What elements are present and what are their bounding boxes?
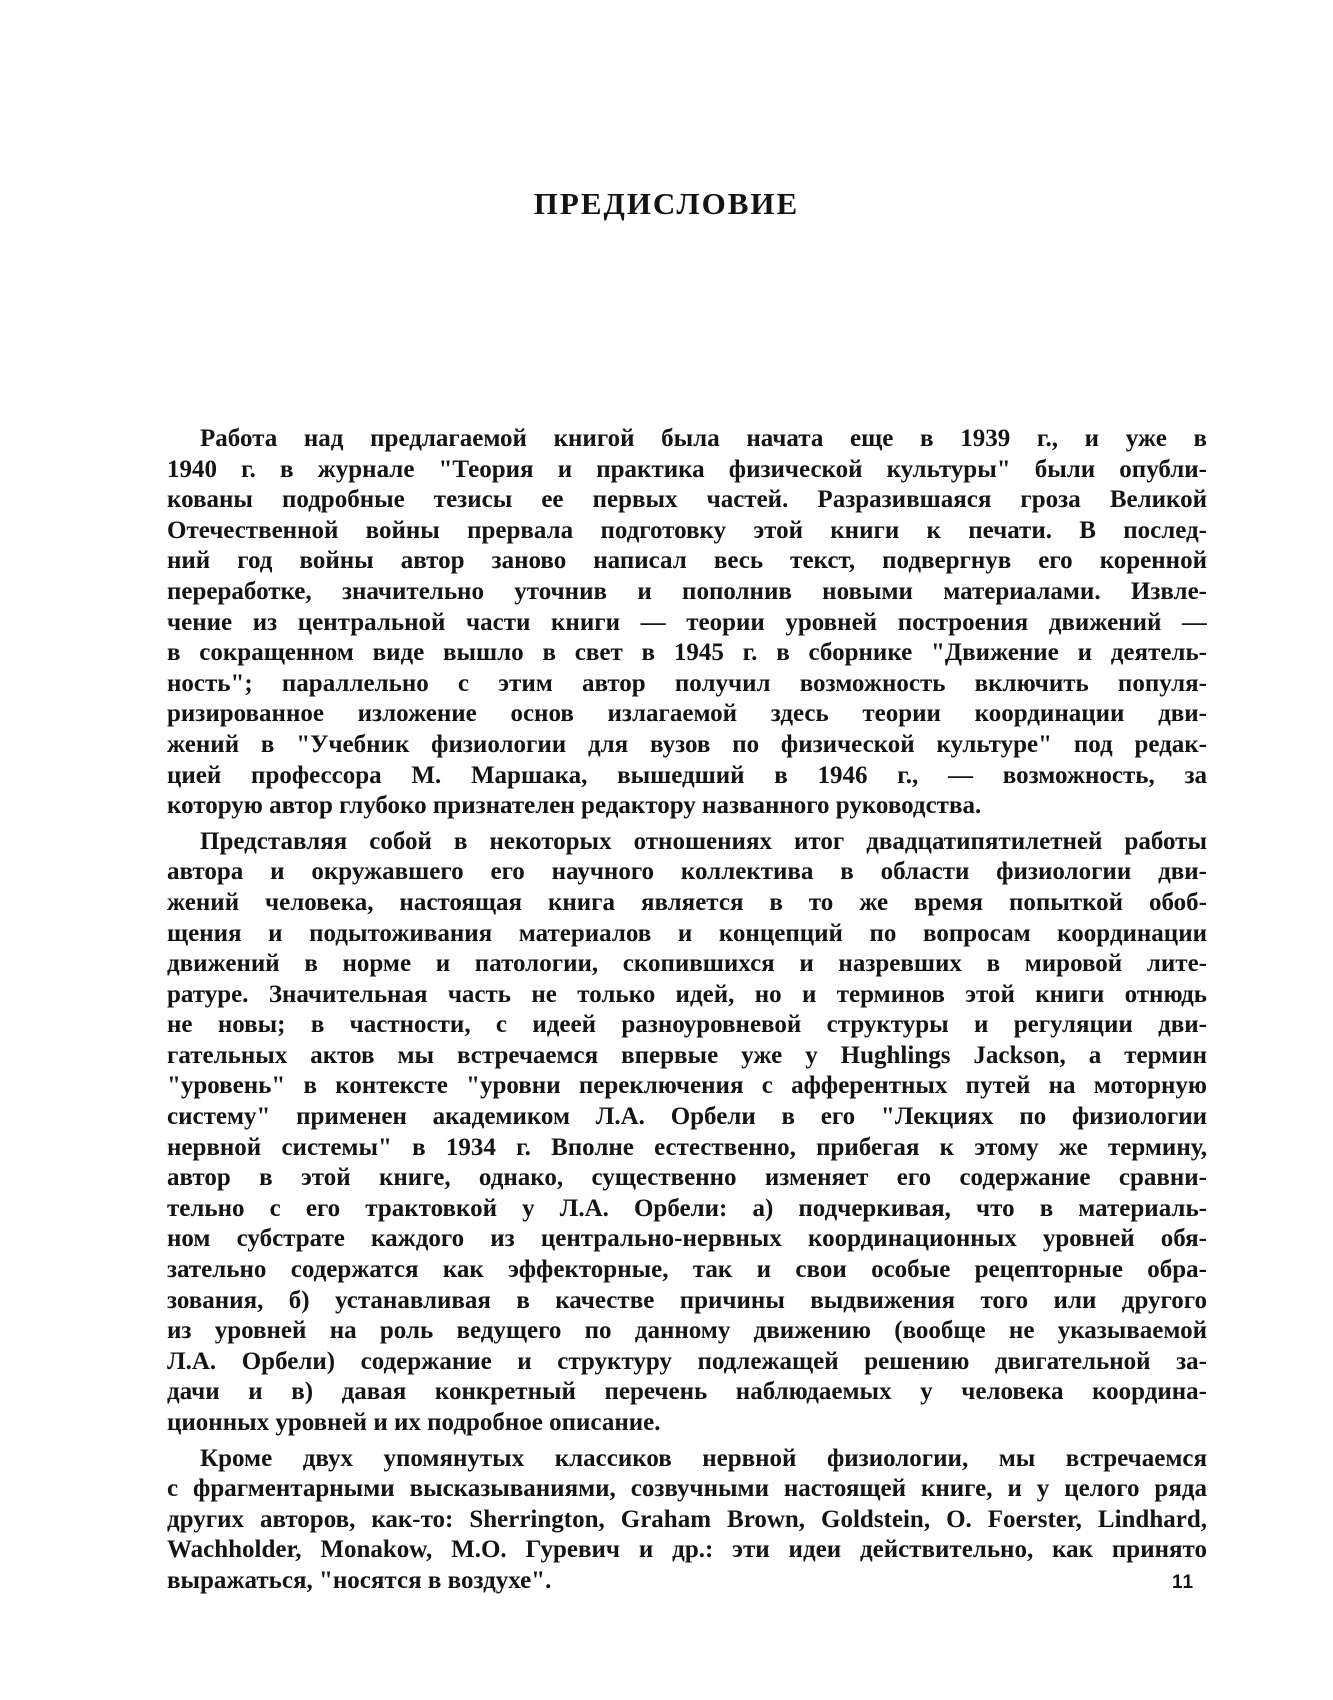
text-line: Wachholder, Monakow, М.О. Гуревич и др.: эти идеи действительно, как принято [167, 1536, 1207, 1564]
page-number: 11 [1172, 1572, 1195, 1593]
text-line: которую автор глубоко признателен редактору названного руководства. [167, 792, 982, 820]
text-line: 1940 г. в журнале "Теория и практика физической культуры" были опубли- [167, 455, 1207, 483]
text-line: в сокращенном виде вышло в свет в 1945 г. в сборнике "Движение и деятель- [167, 639, 1207, 667]
text-line: чение из центральной части книги — теории уровней построения движений — [167, 608, 1207, 636]
paragraph [167, 424, 1207, 822]
text-line: "уровень" в контексте "уровни переключения с афферентных путей на моторную [167, 1072, 1207, 1100]
text-line: Работа над предлагаемой книгой была начата еще в 1939 г., и уже в [200, 425, 1207, 452]
text-line: ризированное изложение основ излагаемой здесь теории координации дви- [167, 700, 1207, 728]
paragraph [167, 1444, 1207, 1597]
text-line: других авторов, как-то: Sherrington, Graham Brown, Goldstein, O. Foerster, Lindhard, [167, 1505, 1207, 1533]
text-line: ном субстрате каждого из центрально-нервных координационных уровней обя- [167, 1225, 1207, 1253]
text-line: нервной системы" в 1934 г. Вполне естественно, прибегая к этому же термину, [167, 1133, 1207, 1161]
text-line: движений в норме и патологии, скопившихся и назревших в мировой лите- [167, 950, 1207, 978]
text-line: переработке, значительно уточнив и пополнив новыми материалами. Извле- [167, 577, 1207, 605]
text-line: ний год войны автор заново написал весь текст, подвергнув его коренной [167, 547, 1207, 575]
text-line: зательно содержатся как эффекторные, так и свои особые рецепторные обра- [167, 1256, 1207, 1284]
text-line: дачи и в) давая конкретный перечень наблюдаемых у человека координа- [167, 1378, 1207, 1406]
page-title: ПРЕДИСЛОВИЕ [533, 186, 800, 221]
text-line: не новы; в частности, с идеей разноуровневой структуры и регуляции дви- [167, 1011, 1207, 1039]
text-line: жений человека, настоящая книга является в то же время попыткой обоб- [167, 888, 1207, 916]
text-line: ратуре. Значительная часть не только идей, но и терминов этой книги отнюдь [167, 980, 1207, 1008]
text-line: цией профессора М. Маршака, вышедший в 1946 г., — возможность, за [167, 761, 1207, 789]
text-line: тельно с его трактовкой у Л.А. Орбели: а) подчеркивая, что в материаль- [167, 1194, 1207, 1222]
text-line: жений в "Учебник физиологии для вузов по физической культуре" под редак- [167, 730, 1207, 758]
text-line: систему" применен академиком Л.А. Орбели в его "Лекциях по физиологии [167, 1103, 1207, 1131]
text-line: зования, б) устанавливая в качестве причины выдвижения того или другого [167, 1286, 1207, 1314]
text-line: Кроме двух упомянутых классиков нервной физиологии, мы встречаемся [200, 1444, 1207, 1472]
text-line: Представляя собой в некоторых отношениях итог двадцатипятилетней работы [200, 827, 1207, 855]
body-text [167, 424, 1207, 1602]
text-line: гательных актов мы встречаемся впервые уже у Hughlings Jackson, а термин [167, 1041, 1207, 1069]
text-line: из уровней на роль ведущего по данному движению (вообще не указываемой [167, 1317, 1207, 1345]
text-line: кованы подробные тезисы ее первых частей. Разразившаяся гроза Великой [167, 486, 1207, 514]
text-line: автор в этой книге, однако, существенно изменяет его содержание сравни- [167, 1164, 1207, 1192]
text-line: с фрагментарными высказываниями, созвучными настоящей книге, и у целого ряда [167, 1475, 1207, 1503]
text-line: выражаться, "носятся в воздухе". [167, 1566, 552, 1594]
text-line: Отечественной войны прервала подготовку этой книги к печати. В послед- [167, 516, 1207, 544]
paragraph [167, 827, 1207, 1439]
text-line: щения и подытоживания материалов и концепций по вопросам координации [167, 919, 1207, 947]
text-line: ность"; параллельно с этим автор получил возможность включить популя- [167, 669, 1207, 697]
text-line: ционных уровней и их подробное описание. [167, 1409, 661, 1436]
text-line: Л.А. Орбели) содержание и структуру подлежащей решению двигательной за- [167, 1347, 1207, 1375]
text-line: автора и окружавшего его научного коллектива в области физиологии дви- [167, 858, 1207, 886]
